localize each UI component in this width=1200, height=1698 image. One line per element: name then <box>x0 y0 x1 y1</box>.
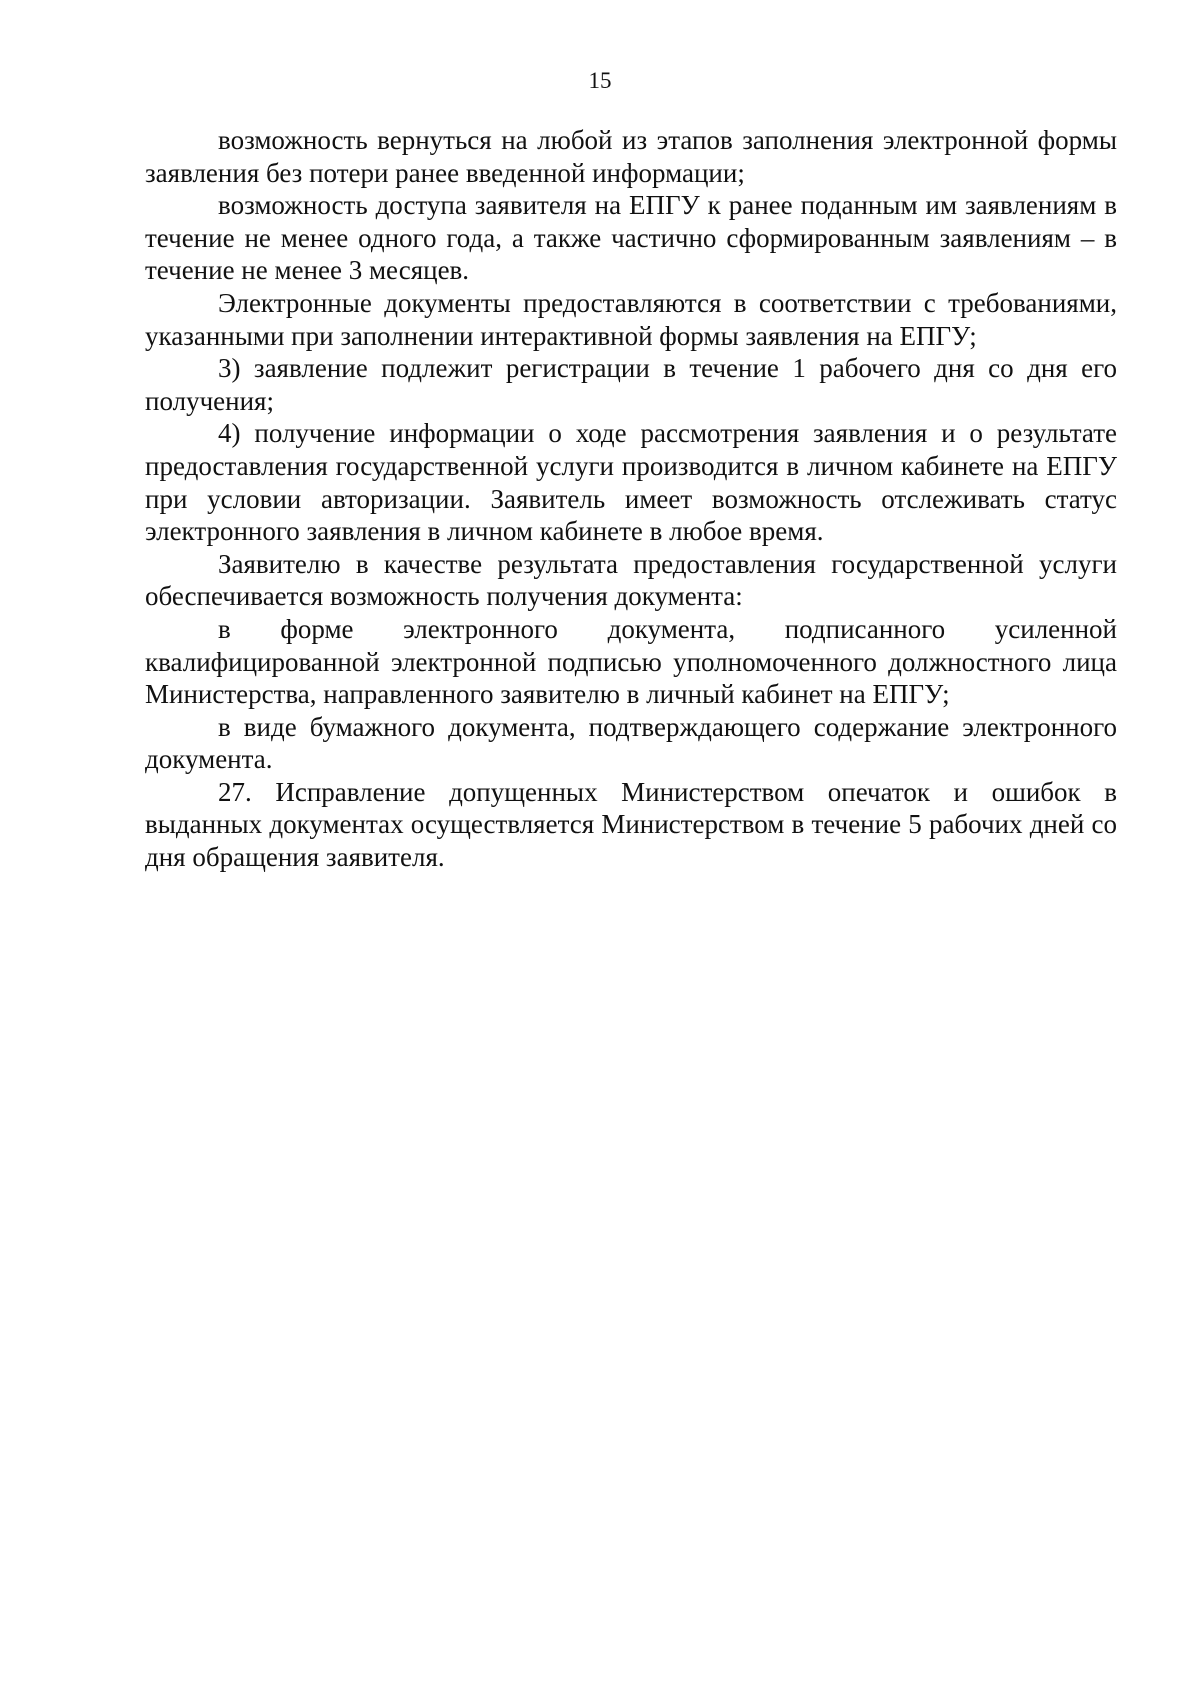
paragraph-paper-form-result: в виде бумажного документа, подтверждающего содержание электронного документа. <box>145 711 1117 775</box>
paragraph-electronic-documents: Электронные документы предоставляются в соответствии с требованиями, указанными при заполнении интерактивной формы заявления на ЕПГУ; <box>145 287 1117 351</box>
paragraph-access-previous-applications: возможность доступа заявителя на ЕПГУ к ранее поданным им заявлениям в течение не менее одного года, а также частично сформированным заявлениям – в течение не менее 3 месяцев. <box>145 190 1117 286</box>
paragraph-item-27-corrections: 27. Исправление допущенных Министерством опечаток и ошибок в выданных документах осуществляется Министерством в течение 5 рабочих дней со дня обращения заявителя. <box>145 776 1117 873</box>
paragraph-result-provision: Заявителю в качестве результата предоставления государственной услуги обеспечивается возможность получения документа: <box>145 548 1117 612</box>
document-body <box>145 124 1117 874</box>
paragraph-item-4-status-info: 4) получение информации о ходе рассмотрения заявления и о результате предоставления государственной услуги производится в личном кабинете на ЕПГУ при условии авторизации. Заявитель имеет возможность отслеживать статус электронного заявления в личном кабинете в любое время. <box>145 418 1117 547</box>
paragraph-electronic-form-result: в форме электронного документа, подписанного усиленной квалифицированной электронной подписью уполномоченного должностного лица Министерства, направленного заявителю в личный кабинет на ЕПГУ; <box>145 613 1117 710</box>
page-number: 15 <box>588 68 612 93</box>
paragraph-return-to-stage: возможность вернуться на любой из этапов заполнения электронной формы заявления без потери ранее введенной информации; <box>145 125 1117 188</box>
paragraph-item-3-registration: 3) заявление подлежит регистрации в течение 1 рабочего дня со дня его получения; <box>145 353 1117 416</box>
